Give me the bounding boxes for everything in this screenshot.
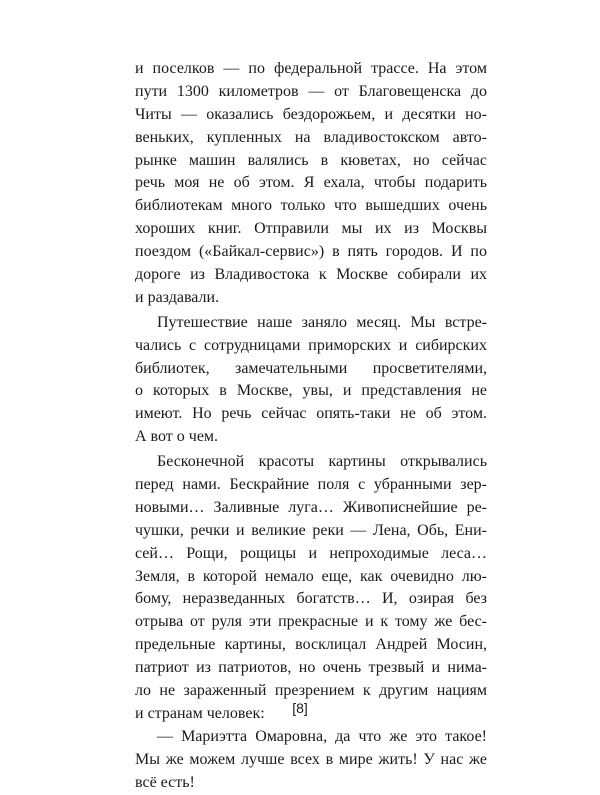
text-line: Путешествие наше заняло месяц. Мы встре- [157,313,487,331]
text-line: сей… Рощи, рощицы и непроходимые леса… [135,544,487,562]
text-line: — Мариэтта Омаровна, да что же это такое! [157,727,487,745]
text-line: бому, неразведанных богатств… И, озирая без [135,590,487,608]
text-line: библиотекам много только что вышедших очень [135,197,487,215]
text-line: отрыва от руля эти прекрасные и к тому же бес- [135,613,487,631]
paragraph-4 [135,726,487,795]
page-number: [8] [292,700,308,716]
text-line: веньких, купленных на владивостокском авто- [135,128,487,146]
text-line: о которых в Москве, увы, и представления не [135,382,487,400]
text-line: предельные картины, восклицал Андрей Мосин, [135,636,487,654]
text-line: чушки, речки и великие реки — Лена, Обь, Ени- [135,521,487,539]
paragraph-2 [135,312,487,449]
text-line: рынке машин валялись в кюветах, но сейчас [135,151,487,169]
text-line: дороге из Владивостока к Москве собирали их [135,266,487,284]
text-line: новыми… Заливные луга… Живописнейшие ре- [135,498,487,516]
text-line: перед нами. Бескрайние поля с убранными зер- [135,476,487,494]
text-line: А вот о чем. [135,428,219,446]
text-line: речь моя не об этом. Я ехала, чтобы подарить [135,174,487,192]
text-line: Земля, в которой немало еще, как очевидно лю- [135,567,487,585]
text-line: библиотек, замечательными просветителями, [135,359,487,377]
text-line: Читы — оказались бездорожьем, и десятки но- [135,105,487,123]
paragraph-3 [135,451,487,726]
text-line: Бесконечной красоты картины открывались [157,453,487,471]
text-line: всё есть! [135,773,195,791]
text-line: и странам человек: [135,704,265,722]
text-line: Мы же можем лучше всех в мире жить! У нас же [135,750,487,768]
text-line: и поселков — по федеральной трассе. На этом [135,60,487,77]
text-line: поездом («Байкал-сервис») в пять городов. И по [135,243,487,261]
paragraph-1 [135,58,487,310]
text-line: хороших книг. Отправили мы их из Москвы [135,220,487,238]
text-line: имеют. Но речь сейчас опять-таки не об этом. [135,405,487,423]
text-line: патриот из патриотов, но очень трезвый и нима- [135,659,487,677]
text-line: пути 1300 километров — от Благовещенска до [135,82,487,100]
body-text [135,58,487,795]
text-line: чались с сотрудницами приморских и сибирских [135,336,487,354]
text-line: и раздавали. [135,288,220,306]
text-line: ло не зараженный презрением к другим нациям [135,682,487,700]
